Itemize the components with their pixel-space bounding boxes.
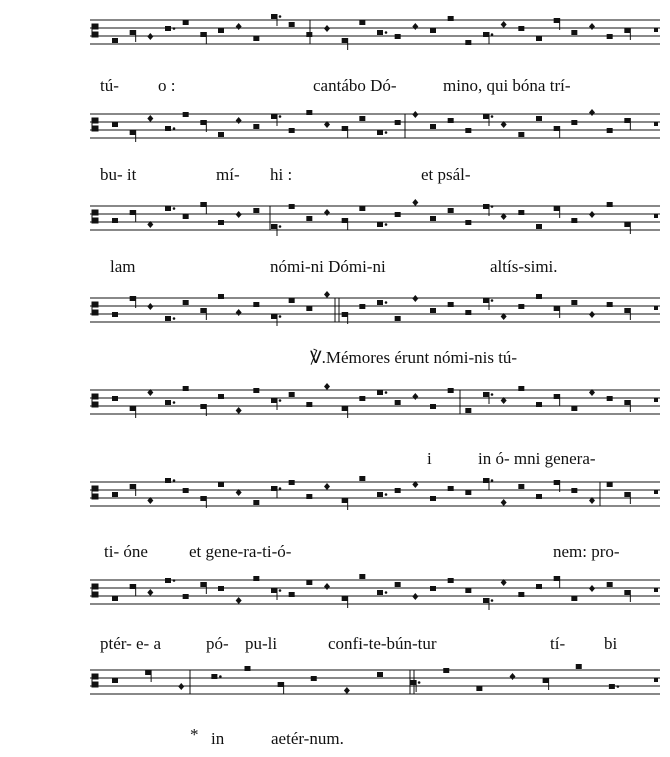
- punctum-neume: [465, 220, 471, 225]
- rhombus-neume: [324, 25, 330, 32]
- rhombus-neume: [589, 109, 595, 116]
- punctum-neume: [448, 302, 454, 307]
- punctum-neume: [465, 490, 471, 495]
- lyric-6-3: nem: pro-: [553, 542, 620, 561]
- rhombus-neume: [589, 23, 595, 30]
- punctum-neume: [253, 124, 259, 129]
- punctum-neume: [624, 308, 630, 313]
- punctum-neume: [359, 476, 365, 481]
- punctum-neume: [218, 28, 224, 33]
- custos-neume: [654, 490, 658, 494]
- lyric-8-2: in: [211, 729, 225, 748]
- rhombus-neume: [236, 211, 242, 218]
- punctum-neume: [518, 304, 524, 309]
- punctum-neume: [306, 494, 312, 499]
- lyric-3-1: lam: [110, 257, 136, 276]
- punctum-neume: [112, 38, 118, 43]
- punctum-neume: [359, 206, 365, 211]
- punctum-neume: [554, 480, 560, 485]
- rhombus-neume: [236, 309, 242, 316]
- punctum-neume: [395, 316, 401, 321]
- custos-neume: [654, 306, 658, 310]
- punctum-neume: [306, 402, 312, 407]
- punctum-neume: [271, 14, 277, 19]
- punctum-neume: [306, 32, 312, 37]
- punctum-neume: [607, 202, 613, 207]
- staff-5: [90, 384, 660, 416]
- punctum-neume: [607, 128, 613, 133]
- punctum-neume: [377, 130, 383, 135]
- staff-7: [90, 574, 660, 606]
- punctum-neume: [554, 206, 560, 211]
- punctum-neume: [359, 396, 365, 401]
- lyric-8-3: aetér-num.: [271, 729, 344, 748]
- punctum-neume: [377, 30, 383, 35]
- c-clef-icon: [92, 584, 98, 597]
- rhombus-neume: [236, 117, 242, 124]
- punctum-neume: [289, 22, 295, 27]
- punctum-neume: [448, 388, 454, 393]
- punctum-neume: [253, 500, 259, 505]
- punctum-neume: [359, 304, 365, 309]
- staff-lines: [90, 476, 660, 524]
- punctum-neume: [377, 590, 383, 595]
- punctum-neume: [130, 406, 136, 411]
- staff-lines: [90, 292, 660, 340]
- punctum-neume: [518, 210, 524, 215]
- punctum-neume: [395, 488, 401, 493]
- punctum-neume: [430, 28, 436, 33]
- custos-neume: [654, 122, 658, 126]
- punctum-neume: [465, 40, 471, 45]
- lyric-4-1: ℣.Mémores érunt nómi-nis tú-: [310, 348, 518, 367]
- punctum-neume: [483, 392, 489, 397]
- punctum-neume: [200, 496, 206, 501]
- punctum-neume: [465, 408, 471, 413]
- punctum-neume: [607, 302, 613, 307]
- punctum-neume: [183, 112, 189, 117]
- lyric-7-1: ptér- e- a: [100, 634, 162, 653]
- punctum-neume: [200, 32, 206, 37]
- lyric-7-3: pu-li: [245, 634, 278, 653]
- punctum-neume: [165, 578, 171, 583]
- punctum-neume: [536, 402, 542, 407]
- punctum-neume: [311, 676, 317, 681]
- punctum-neume: [571, 488, 577, 493]
- punctum-neume: [536, 224, 542, 229]
- punctum-neume: [253, 576, 259, 581]
- punctum-neume: [200, 582, 206, 587]
- lyric-1-4: mino, qui bóna trí-: [443, 76, 571, 95]
- staff-4: [90, 292, 660, 324]
- punctum-neume: [342, 596, 348, 601]
- punctum-neume: [183, 214, 189, 219]
- punctum-neume: [253, 302, 259, 307]
- punctum-neume: [218, 586, 224, 591]
- punctum-neume: [112, 218, 118, 223]
- punctum-neume: [536, 294, 542, 299]
- punctum-neume: [448, 208, 454, 213]
- punctum-neume: [395, 582, 401, 587]
- punctum-neume: [536, 584, 542, 589]
- rhombus-neume: [501, 21, 507, 28]
- rhombus-neume: [236, 597, 242, 604]
- punctum-neume: [395, 120, 401, 125]
- punctum-neume: [200, 404, 206, 409]
- punctum-neume: [218, 132, 224, 137]
- punctum-neume: [609, 684, 615, 689]
- punctum-neume: [607, 582, 613, 587]
- punctum-neume: [218, 482, 224, 487]
- punctum-neume: [289, 298, 295, 303]
- punctum-neume: [289, 592, 295, 597]
- punctum-neume: [289, 204, 295, 209]
- punctum-neume: [395, 212, 401, 217]
- rhombus-neume: [147, 303, 153, 310]
- rhombus-neume: [412, 111, 418, 118]
- punctum-neume: [112, 122, 118, 127]
- rhombus-neume: [324, 583, 330, 590]
- punctum-neume: [571, 596, 577, 601]
- rhombus-neume: [412, 295, 418, 302]
- staff-lines: [90, 574, 660, 622]
- punctum-neume: [430, 216, 436, 221]
- staff-1: [90, 14, 660, 46]
- punctum-neume: [377, 222, 383, 227]
- punctum-neume: [165, 400, 171, 405]
- punctum-neume: [130, 484, 136, 489]
- c-clef-icon: [92, 118, 98, 131]
- punctum-neume: [483, 204, 489, 209]
- lyric-7-2: pó-: [206, 634, 229, 653]
- punctum-neume: [218, 220, 224, 225]
- lyric-2-2: mí-: [216, 165, 240, 184]
- lyric-2-4: et psál-: [421, 165, 471, 184]
- staff-lines: [90, 108, 660, 156]
- rhombus-neume: [324, 291, 330, 298]
- rhombus-neume: [147, 115, 153, 122]
- rhombus-neume: [324, 383, 330, 390]
- punctum-neume: [253, 36, 259, 41]
- rhombus-neume: [147, 589, 153, 596]
- staff-6: [90, 476, 660, 508]
- punctum-neume: [448, 16, 454, 21]
- punctum-neume: [359, 116, 365, 121]
- rhombus-neume: [324, 483, 330, 490]
- punctum-neume: [624, 590, 630, 595]
- punctum-neume: [183, 20, 189, 25]
- punctum-neume: [483, 32, 489, 37]
- punctum-neume: [536, 494, 542, 499]
- punctum-neume: [271, 224, 277, 229]
- punctum-neume: [306, 580, 312, 585]
- punctum-neume: [465, 310, 471, 315]
- staff-3: [90, 200, 660, 232]
- lyric-5-2: in ó- mni genera-: [478, 449, 596, 468]
- punctum-neume: [342, 498, 348, 503]
- punctum-neume: [624, 118, 630, 123]
- lyric-6-1: ti- óne: [104, 542, 148, 561]
- punctum-neume: [607, 482, 613, 487]
- staff-lines: [90, 200, 660, 248]
- rhombus-neume: [412, 199, 418, 206]
- punctum-neume: [342, 406, 348, 411]
- lyric-7-6: bi: [604, 634, 618, 653]
- lyric-3-2: nómi-ni Dómi-ni: [270, 257, 386, 276]
- rhombus-neume: [412, 23, 418, 30]
- punctum-neume: [377, 300, 383, 305]
- punctum-neume: [483, 598, 489, 603]
- lyric-1-3: cantábo Dó-: [313, 76, 397, 95]
- punctum-neume: [289, 392, 295, 397]
- punctum-neume: [607, 34, 613, 39]
- punctum-neume: [571, 218, 577, 223]
- punctum-neume: [342, 126, 348, 131]
- punctum-neume: [183, 488, 189, 493]
- punctum-neume: [112, 312, 118, 317]
- punctum-neume: [377, 390, 383, 395]
- punctum-neume: [359, 20, 365, 25]
- punctum-neume: [430, 496, 436, 501]
- staff-lines: [90, 14, 660, 62]
- staff-lines: [90, 384, 660, 432]
- punctum-neume: [571, 30, 577, 35]
- rhombus-neume: [501, 499, 507, 506]
- lyric-1-1: tú-: [100, 76, 119, 95]
- lyric-8-1: *: [190, 725, 199, 744]
- punctum-neume: [306, 306, 312, 311]
- punctum-neume: [130, 210, 136, 215]
- punctum-neume: [430, 404, 436, 409]
- punctum-neume: [165, 316, 171, 321]
- punctum-neume: [465, 588, 471, 593]
- punctum-neume: [518, 26, 524, 31]
- rhombus-neume: [589, 311, 595, 318]
- punctum-neume: [518, 592, 524, 597]
- punctum-neume: [518, 386, 524, 391]
- punctum-neume: [342, 218, 348, 223]
- punctum-neume: [130, 30, 136, 35]
- c-clef-icon: [92, 674, 98, 687]
- punctum-neume: [183, 386, 189, 391]
- lyric-7-5: tí-: [550, 634, 566, 653]
- punctum-neume: [624, 28, 630, 33]
- punctum-neume: [624, 492, 630, 497]
- punctum-neume: [165, 26, 171, 31]
- punctum-neume: [536, 36, 542, 41]
- punctum-neume: [165, 126, 171, 131]
- punctum-neume: [448, 578, 454, 583]
- rhombus-neume: [147, 33, 153, 40]
- punctum-neume: [554, 126, 560, 131]
- punctum-neume: [200, 308, 206, 313]
- punctum-neume: [465, 128, 471, 133]
- lyric-2-3: hi :: [270, 165, 293, 184]
- punctum-neume: [395, 34, 401, 39]
- punctum-neume: [476, 686, 482, 691]
- punctum-neume: [554, 18, 560, 23]
- rhombus-neume: [236, 23, 242, 30]
- rhombus-neume: [178, 683, 184, 690]
- punctum-neume: [253, 208, 259, 213]
- punctum-neume: [624, 400, 630, 405]
- lyric-7-4: confi-te-bún-tur: [328, 634, 437, 653]
- punctum-neume: [536, 116, 542, 121]
- punctum-neume: [448, 486, 454, 491]
- punctum-neume: [112, 492, 118, 497]
- punctum-neume: [130, 296, 136, 301]
- lyric-2-1: bu- it: [100, 165, 137, 184]
- punctum-neume: [271, 486, 277, 491]
- punctum-neume: [211, 674, 217, 679]
- punctum-neume: [624, 222, 630, 227]
- rhombus-neume: [236, 407, 242, 414]
- punctum-neume: [183, 594, 189, 599]
- lyric-5-1: i: [427, 449, 432, 468]
- punctum-neume: [271, 114, 277, 119]
- c-clef-icon: [92, 302, 98, 315]
- punctum-neume: [218, 394, 224, 399]
- punctum-neume: [342, 38, 348, 43]
- punctum-neume: [443, 668, 449, 673]
- punctum-neume: [253, 388, 259, 393]
- punctum-neume: [271, 398, 277, 403]
- rhombus-neume: [412, 393, 418, 400]
- staff-2: [90, 108, 660, 140]
- rhombus-neume: [344, 687, 350, 694]
- lyric-3-3: altís-simi.: [490, 257, 558, 276]
- punctum-neume: [112, 678, 118, 683]
- punctum-neume: [430, 124, 436, 129]
- punctum-neume: [448, 118, 454, 123]
- punctum-neume: [571, 406, 577, 411]
- punctum-neume: [518, 484, 524, 489]
- punctum-neume: [430, 586, 436, 591]
- punctum-neume: [165, 206, 171, 211]
- rhombus-neume: [589, 585, 595, 592]
- punctum-neume: [245, 666, 251, 671]
- lyric-1-2: o :: [158, 76, 176, 95]
- punctum-neume: [483, 478, 489, 483]
- punctum-neume: [359, 574, 365, 579]
- punctum-neume: [430, 308, 436, 313]
- staff-8: [90, 664, 660, 696]
- punctum-neume: [271, 314, 277, 319]
- punctum-neume: [278, 682, 284, 687]
- c-clef-icon: [92, 24, 98, 37]
- punctum-neume: [130, 130, 136, 135]
- c-clef-icon: [92, 210, 98, 223]
- punctum-neume: [145, 670, 151, 675]
- punctum-neume: [200, 120, 206, 125]
- punctum-neume: [342, 312, 348, 317]
- punctum-neume: [554, 576, 560, 581]
- punctum-neume: [130, 584, 136, 589]
- punctum-neume: [165, 478, 171, 483]
- punctum-neume: [377, 672, 383, 677]
- punctum-neume: [306, 110, 312, 115]
- punctum-neume: [377, 492, 383, 497]
- rhombus-neume: [510, 673, 516, 680]
- punctum-neume: [483, 298, 489, 303]
- punctum-neume: [607, 396, 613, 401]
- custos-neume: [654, 398, 658, 402]
- staff-lines: [90, 664, 660, 712]
- custos-neume: [654, 588, 658, 592]
- punctum-neume: [571, 120, 577, 125]
- punctum-neume: [200, 202, 206, 207]
- c-clef-icon: [92, 394, 98, 407]
- punctum-neume: [554, 394, 560, 399]
- punctum-neume: [271, 588, 277, 593]
- custos-neume: [654, 678, 658, 682]
- custos-neume: [654, 214, 658, 218]
- punctum-neume: [112, 596, 118, 601]
- punctum-neume: [112, 396, 118, 401]
- punctum-neume: [410, 680, 416, 685]
- punctum-neume: [483, 114, 489, 119]
- punctum-neume: [571, 300, 577, 305]
- rhombus-neume: [589, 211, 595, 218]
- punctum-neume: [289, 480, 295, 485]
- punctum-neume: [218, 294, 224, 299]
- c-clef-icon: [92, 486, 98, 499]
- punctum-neume: [183, 300, 189, 305]
- punctum-neume: [306, 216, 312, 221]
- punctum-neume: [289, 128, 295, 133]
- punctum-neume: [518, 132, 524, 137]
- punctum-neume: [395, 400, 401, 405]
- punctum-neume: [576, 664, 582, 669]
- punctum-neume: [554, 306, 560, 311]
- rhombus-neume: [412, 593, 418, 600]
- punctum-neume: [543, 678, 549, 683]
- lyric-6-2: et gene-ra-ti-ó-: [189, 542, 292, 561]
- custos-neume: [654, 28, 658, 32]
- rhombus-neume: [324, 209, 330, 216]
